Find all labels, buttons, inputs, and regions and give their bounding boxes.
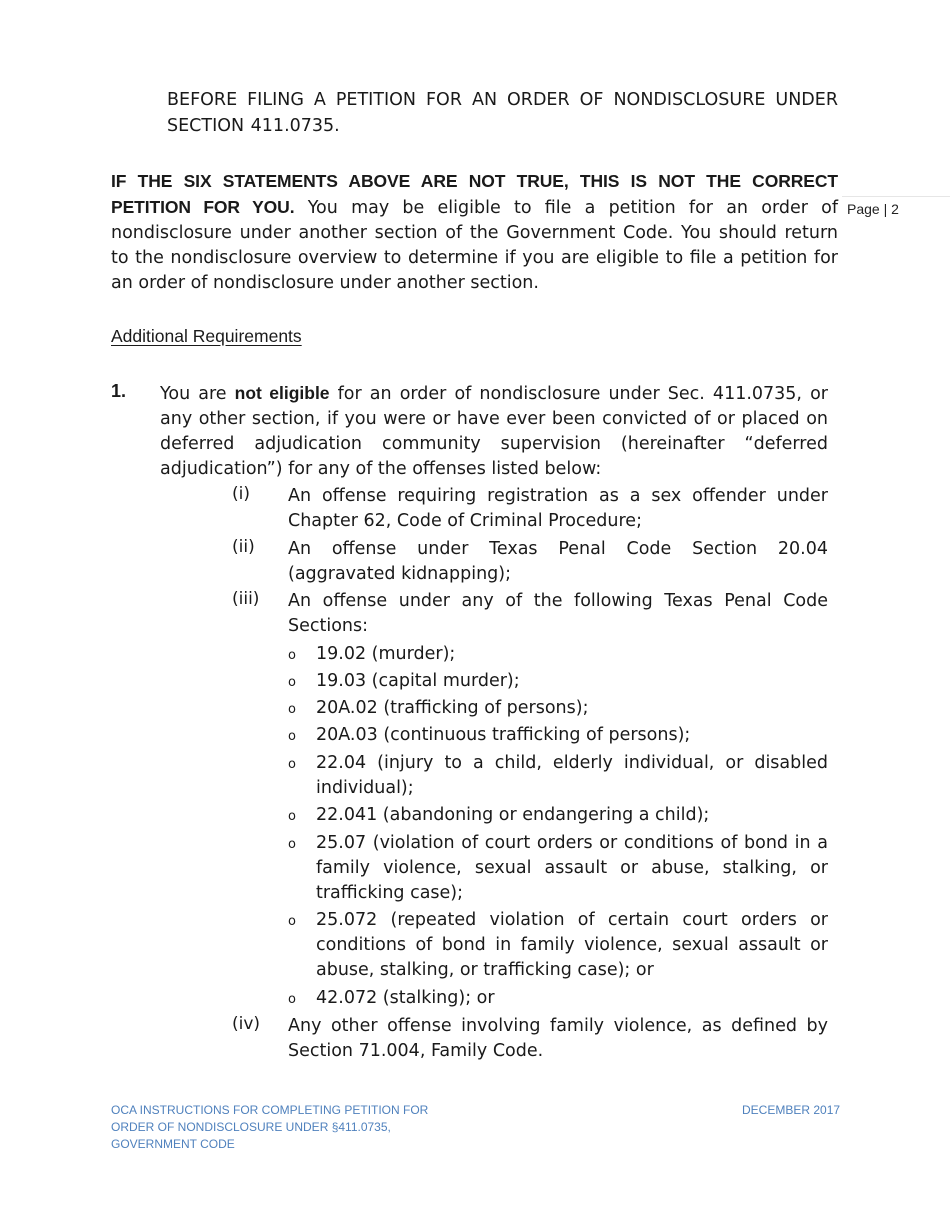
subitem-label: (iii) [232, 589, 260, 609]
footer-title: OCA INSTRUCTIONS FOR COMPLETING PETITION FOR ORDER OF NONDISCLOSURE UNDER §411.0735, GOVERNMENT CODE [111, 1103, 429, 1151]
subitem-text: Any other offense involving family violence, as defined by Section 71.004, Family Code. [288, 1016, 828, 1061]
page-number-rule [842, 196, 950, 197]
section-heading: Additional Requirements [111, 326, 302, 346]
bullet-item: 22.04 (injury to a child, elderly individual, or disabled individual); [316, 753, 828, 798]
bullet-item: 25.072 (repeated violation of certain court orders or conditions of bond in family violence, sexual assault or abuse, stalking, or trafficking case); or [316, 910, 828, 980]
warning-paragraph [111, 169, 838, 296]
requirement-text-before: You are [160, 384, 235, 404]
subitem-label: (iv) [232, 1014, 261, 1034]
bullet-item: 22.041 (abandoning or endangering a child); [316, 805, 710, 825]
bullet-marker: o [288, 809, 296, 824]
bullet-item: 20A.03 (continuous trafficking of persons); [316, 725, 691, 745]
subitem-label: (ii) [232, 537, 255, 557]
warning-text: You may be eligible to file a petition for an order of nondisclosure under another section of the Government Code. You should return to the nondisclosure overview to determine if you are eligible to file a petition for an order of nondisclosure under another section. [111, 198, 839, 293]
bullet-marker: o [288, 992, 296, 1007]
bullet-marker: o [288, 648, 296, 663]
requirement-text-after: for an order of nondisclosure under Sec. 411.0735, or any other section, if you were or have ever been convicted of or placed on deferred adjudication community supervision (hereinafter “deferred adjudication”) for any of the offenses listed below: [160, 384, 828, 479]
bullet-marker: o [288, 729, 296, 744]
bullet-marker: o [288, 914, 296, 929]
warning-bold-text: IF THE SIX STATEMENTS ABOVE ARE NOT TRUE, THIS IS NOT THE CORRECT PETITION FOR YOU. [111, 171, 838, 217]
bullet-marker: o [288, 837, 296, 852]
bullet-marker: o [288, 702, 296, 717]
bullet-item: 42.072 (stalking); or [316, 988, 495, 1008]
bullet-item: 25.07 (violation of court orders or conditions of bond in a family violence, sexual assault or abuse, stalking, or trafficking case); [316, 833, 828, 903]
bullet-item: 19.03 (capital murder); [316, 671, 520, 691]
requirement-text [160, 381, 828, 482]
bullet-marker: o [288, 675, 296, 690]
requirement-text-bold: not eligible [234, 383, 330, 403]
page-number: Page | 2 [847, 201, 899, 217]
subitem-text: An offense under Texas Penal Code Section 20.04 (aggravated kidnapping); [288, 539, 828, 584]
bullet-item: 19.02 (murder); [316, 644, 456, 664]
requirement-number: 1. [111, 381, 127, 401]
subitem-text: An offense under any of the following Texas Penal Code Sections: [288, 591, 828, 636]
bullet-marker: o [288, 757, 296, 772]
footer-date: DECEMBER 2017 [742, 1103, 841, 1117]
subitem-text: An offense requiring registration as a sex offender under Chapter 62, Code of Criminal Procedure; [288, 486, 828, 531]
intro-paragraph: BEFORE FILING A PETITION FOR AN ORDER OF NONDISCLOSURE UNDER SECTION 411.0735. [167, 90, 838, 136]
subitem-label: (i) [232, 484, 250, 504]
bullet-item: 20A.02 (trafficking of persons); [316, 698, 589, 718]
